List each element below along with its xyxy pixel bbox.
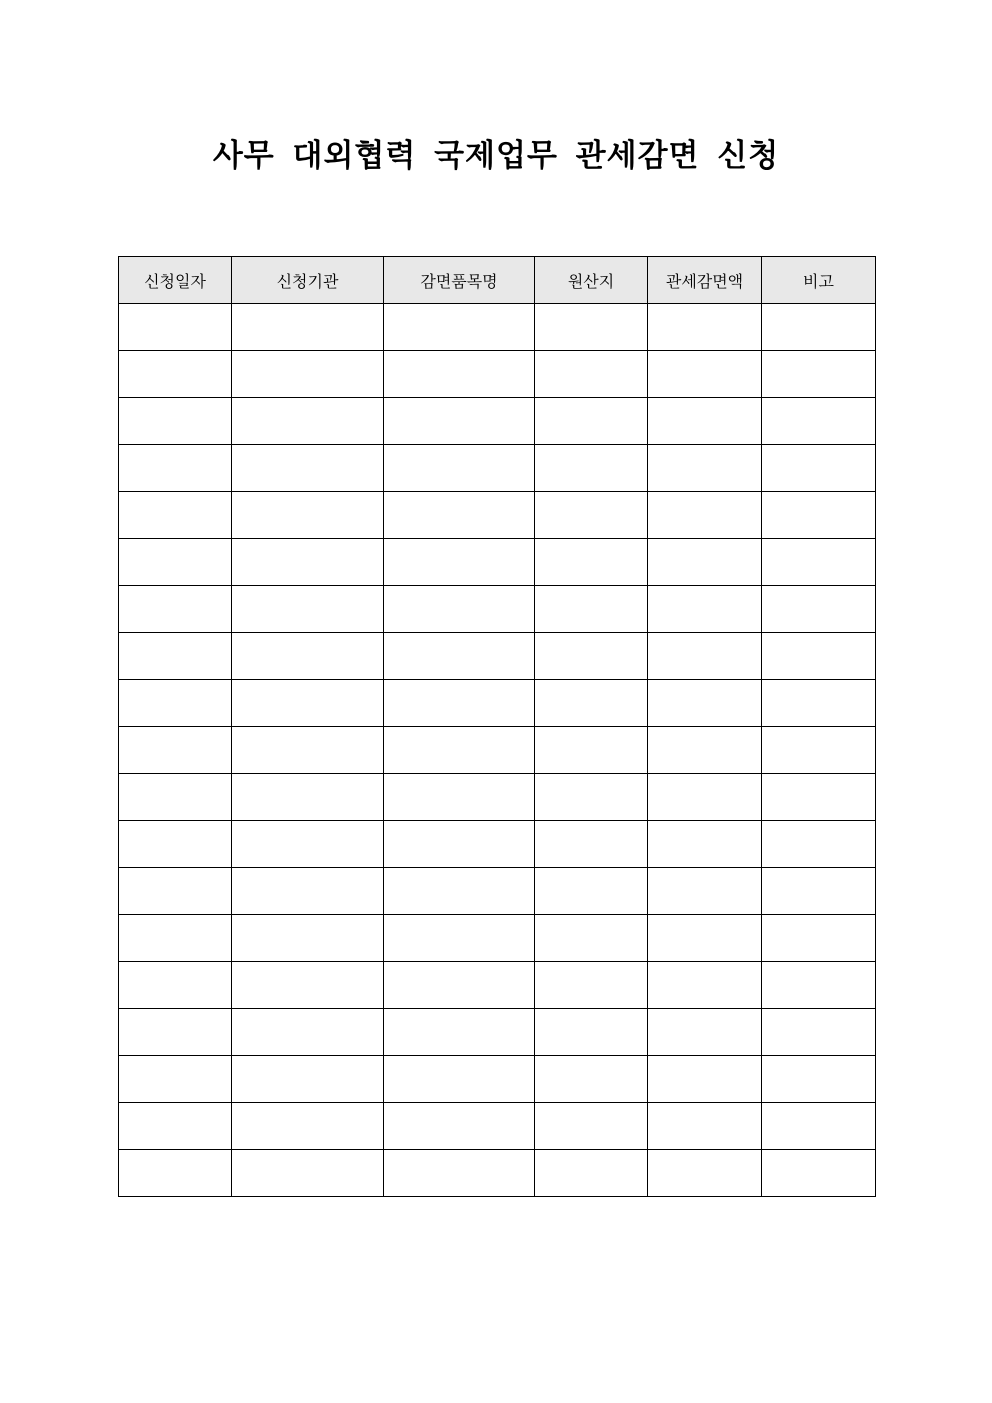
cell-tariff-exemption-amount [648, 492, 762, 539]
cell-country-of-origin [535, 492, 648, 539]
cell-remarks [762, 492, 876, 539]
cell-applicant-institution [232, 445, 384, 492]
cell-application-date [119, 727, 232, 774]
table-row [119, 1009, 876, 1056]
cell-exempt-item-name [384, 304, 535, 351]
cell-exempt-item-name [384, 1103, 535, 1150]
table-row [119, 962, 876, 1009]
cell-exempt-item-name [384, 1056, 535, 1103]
cell-country-of-origin [535, 1150, 648, 1197]
cell-application-date [119, 915, 232, 962]
cell-country-of-origin [535, 398, 648, 445]
cell-exempt-item-name [384, 727, 535, 774]
cell-applicant-institution [232, 915, 384, 962]
application-table [118, 256, 876, 1197]
cell-country-of-origin [535, 445, 648, 492]
cell-application-date [119, 680, 232, 727]
cell-applicant-institution [232, 962, 384, 1009]
cell-applicant-institution [232, 586, 384, 633]
table-header-row [119, 257, 876, 304]
cell-exempt-item-name [384, 492, 535, 539]
cell-applicant-institution [232, 398, 384, 445]
cell-remarks [762, 680, 876, 727]
cell-remarks [762, 962, 876, 1009]
cell-country-of-origin [535, 774, 648, 821]
cell-exempt-item-name [384, 821, 535, 868]
cell-application-date [119, 962, 232, 1009]
table-row [119, 492, 876, 539]
cell-applicant-institution [232, 1150, 384, 1197]
cell-applicant-institution [232, 821, 384, 868]
cell-applicant-institution [232, 1103, 384, 1150]
table-row [119, 1056, 876, 1103]
cell-application-date [119, 1103, 232, 1150]
cell-country-of-origin [535, 727, 648, 774]
cell-application-date [119, 351, 232, 398]
cell-applicant-institution [232, 539, 384, 586]
cell-tariff-exemption-amount [648, 727, 762, 774]
cell-remarks [762, 351, 876, 398]
cell-remarks [762, 868, 876, 915]
cell-applicant-institution [232, 633, 384, 680]
cell-remarks [762, 727, 876, 774]
table-row [119, 680, 876, 727]
table-row [119, 539, 876, 586]
cell-exempt-item-name [384, 1009, 535, 1056]
cell-tariff-exemption-amount [648, 868, 762, 915]
cell-remarks [762, 1009, 876, 1056]
table-row [119, 351, 876, 398]
table-row [119, 868, 876, 915]
cell-applicant-institution [232, 304, 384, 351]
cell-application-date [119, 398, 232, 445]
cell-remarks [762, 304, 876, 351]
cell-remarks [762, 398, 876, 445]
cell-exempt-item-name [384, 398, 535, 445]
cell-application-date [119, 868, 232, 915]
cell-tariff-exemption-amount [648, 680, 762, 727]
cell-tariff-exemption-amount [648, 539, 762, 586]
cell-country-of-origin [535, 304, 648, 351]
cell-applicant-institution [232, 1009, 384, 1056]
page-title: 사무 대외협력 국제업무 관세감면 신청 [212, 138, 780, 174]
cell-exempt-item-name [384, 539, 535, 586]
cell-tariff-exemption-amount [648, 821, 762, 868]
cell-country-of-origin [535, 821, 648, 868]
header-exempt-item-name: 감면품목명 [384, 257, 535, 304]
cell-applicant-institution [232, 351, 384, 398]
cell-country-of-origin [535, 868, 648, 915]
cell-tariff-exemption-amount [648, 398, 762, 445]
cell-exempt-item-name [384, 351, 535, 398]
cell-application-date [119, 445, 232, 492]
cell-application-date [119, 586, 232, 633]
cell-country-of-origin [535, 1009, 648, 1056]
cell-country-of-origin [535, 586, 648, 633]
cell-remarks [762, 586, 876, 633]
cell-remarks [762, 445, 876, 492]
table-row [119, 1150, 876, 1197]
cell-exempt-item-name [384, 680, 535, 727]
cell-tariff-exemption-amount [648, 351, 762, 398]
cell-tariff-exemption-amount [648, 445, 762, 492]
table-row [119, 727, 876, 774]
cell-application-date [119, 304, 232, 351]
cell-country-of-origin [535, 915, 648, 962]
cell-application-date [119, 1056, 232, 1103]
cell-country-of-origin [535, 1103, 648, 1150]
cell-tariff-exemption-amount [648, 915, 762, 962]
table-body [119, 304, 876, 1197]
cell-applicant-institution [232, 727, 384, 774]
cell-application-date [119, 539, 232, 586]
header-tariff-exemption-amount: 관세감면액 [648, 257, 762, 304]
cell-applicant-institution [232, 680, 384, 727]
cell-exempt-item-name [384, 962, 535, 1009]
header-application-date: 신청일자 [119, 257, 232, 304]
cell-tariff-exemption-amount [648, 633, 762, 680]
cell-remarks [762, 1150, 876, 1197]
cell-tariff-exemption-amount [648, 1150, 762, 1197]
cell-remarks [762, 774, 876, 821]
cell-exempt-item-name [384, 586, 535, 633]
cell-exempt-item-name [384, 868, 535, 915]
cell-applicant-institution [232, 868, 384, 915]
header-applicant-institution: 신청기관 [232, 257, 384, 304]
cell-application-date [119, 774, 232, 821]
cell-application-date [119, 1009, 232, 1056]
table-row [119, 586, 876, 633]
cell-tariff-exemption-amount [648, 962, 762, 1009]
table-row [119, 633, 876, 680]
cell-country-of-origin [535, 633, 648, 680]
cell-application-date [119, 633, 232, 680]
cell-applicant-institution [232, 1056, 384, 1103]
cell-applicant-institution [232, 774, 384, 821]
cell-remarks [762, 915, 876, 962]
cell-exempt-item-name [384, 633, 535, 680]
cell-tariff-exemption-amount [648, 1056, 762, 1103]
table-row [119, 774, 876, 821]
cell-application-date [119, 821, 232, 868]
header-country-of-origin: 원산지 [535, 257, 648, 304]
cell-tariff-exemption-amount [648, 304, 762, 351]
table-row [119, 398, 876, 445]
table-row [119, 445, 876, 492]
cell-remarks [762, 633, 876, 680]
cell-tariff-exemption-amount [648, 1103, 762, 1150]
cell-exempt-item-name [384, 445, 535, 492]
cell-tariff-exemption-amount [648, 774, 762, 821]
table-row [119, 1103, 876, 1150]
cell-remarks [762, 821, 876, 868]
table-row [119, 304, 876, 351]
cell-tariff-exemption-amount [648, 1009, 762, 1056]
cell-application-date [119, 492, 232, 539]
cell-country-of-origin [535, 351, 648, 398]
cell-country-of-origin [535, 1056, 648, 1103]
table-row [119, 915, 876, 962]
cell-remarks [762, 539, 876, 586]
cell-country-of-origin [535, 539, 648, 586]
cell-application-date [119, 1150, 232, 1197]
table-row [119, 821, 876, 868]
cell-exempt-item-name [384, 1150, 535, 1197]
cell-applicant-institution [232, 492, 384, 539]
cell-country-of-origin [535, 962, 648, 1009]
cell-country-of-origin [535, 680, 648, 727]
cell-remarks [762, 1056, 876, 1103]
cell-exempt-item-name [384, 774, 535, 821]
header-remarks: 비고 [762, 257, 876, 304]
cell-tariff-exemption-amount [648, 586, 762, 633]
cell-remarks [762, 1103, 876, 1150]
cell-exempt-item-name [384, 915, 535, 962]
